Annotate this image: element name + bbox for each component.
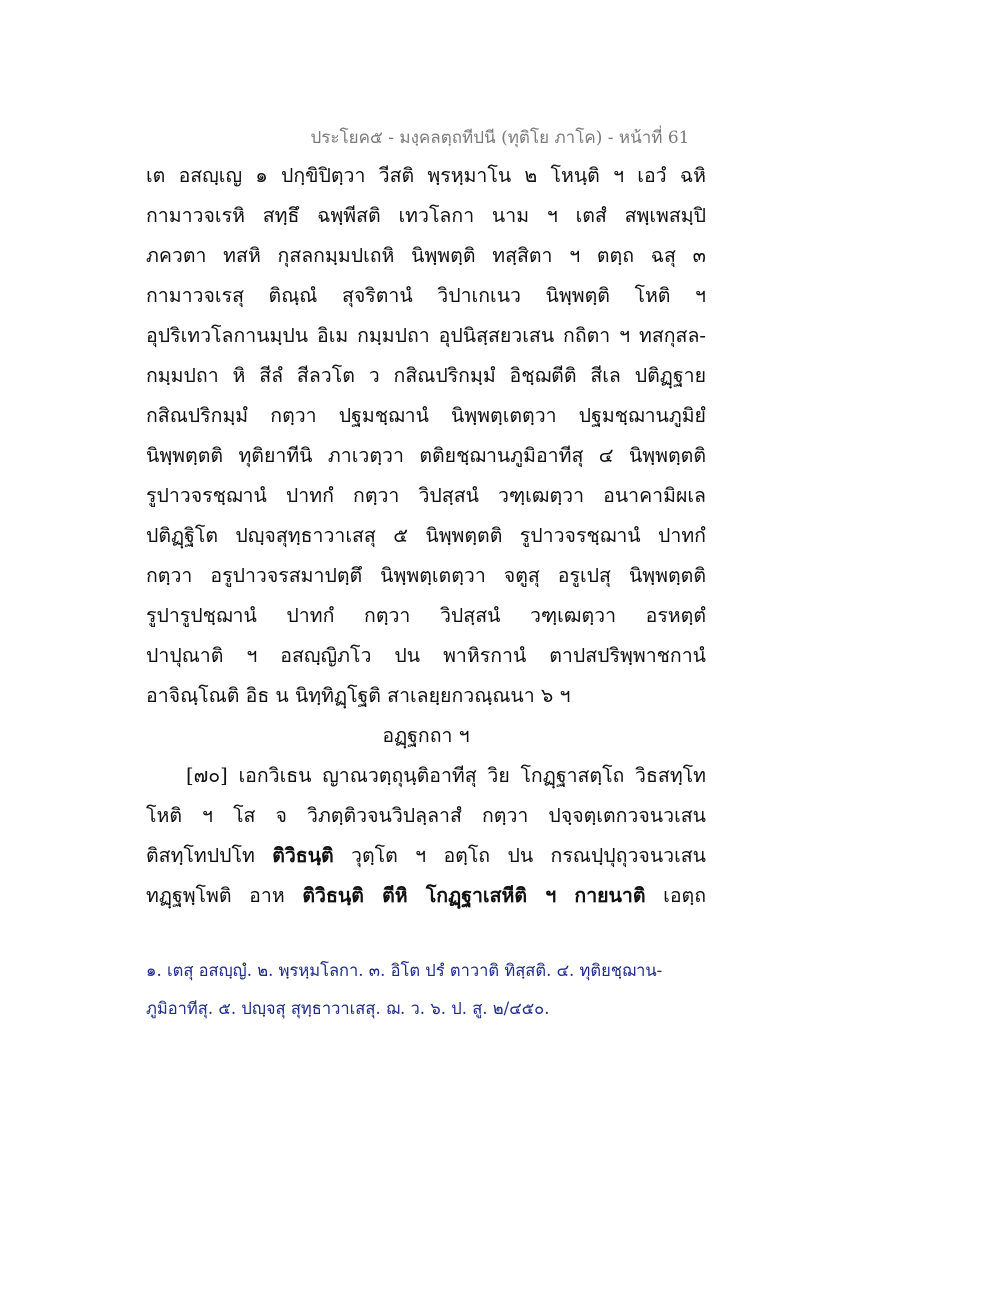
footnote-line: ๑. เตสุ อสญฺญํ. ๒. พฺรหฺมโลกา. ๓. อิโต ปรํ ตาวาติ ทิสฺสติ. ๔. ทุติยชฺฌาน- <box>146 961 663 980</box>
main-text <box>146 158 706 918</box>
footnote-line: ภูมิอาทีสุ. ๕. ปญฺจสุ สุทฺธาวาเสสุ. ฌ. ว. ๖. ป. สู. ๒/๔๕๐. <box>146 999 550 1018</box>
text-line: ภควตา ทสหิ กุสลกมฺมปเถหิ นิพฺพตฺติ ทสฺสิตา ฯ ตตฺถ ฉสุ ๓ <box>146 244 706 267</box>
text-line: กตฺวา อรูปาวจรสมาปตฺตึ นิพฺพตฺเตตฺวา จตูสุ อรูเปสุ นิพฺพตฺตติ <box>146 564 706 587</box>
text-line: รูปาวจรชฺฌานํ ปาทกํ กตฺวา วิปสฺสนํ วฑฺเฒตฺวา อนาคามิผเล <box>146 484 706 507</box>
text-line: กสิณปริกมฺมํ กตฺวา ปฐมชฺฌานํ นิพฺพตฺเตตฺวา ปฐมชฺฌานภูมิยํ <box>146 404 706 427</box>
text-line: อาจิณฺโณติ อิธ น นิทฺทิฏฺโฐติ สาเลยฺยกวณฺณนา ๖ ฯ <box>146 684 571 707</box>
footnotes <box>146 952 706 1028</box>
paragraph-line: โหติ ฯ โส จ วิภตฺติวจนวิปลฺลาสํ กตฺวา ปจฺจตฺเตกวจนวเสน <box>146 804 706 827</box>
text-span: ติสทฺโทปปโท <box>146 844 273 867</box>
text-line: นิพฺพตฺตติ ทุติยาทีนิ ภาเวตฺวา ตติยชฺฌานภูมิอาทีสุ ๔ นิพฺพตฺตติ <box>146 444 706 467</box>
paragraph-line: [๗๐] เอกวิเธน ญาณวตฺถุนฺติอาทีสุ วิย โกฏฺฐาสตฺโถ วิธสทฺโท <box>186 764 706 787</box>
text-line: กามาวจเรสุ ติณฺณํ สุจริตานํ วิปาเกเนว นิพฺพตฺติ โหติ ฯ <box>146 284 706 307</box>
text-line: กมฺมปถา หิ สีลํ สีลวโต ว กสิณปริกมฺมํ อิชฺฌตีติ สีเล ปติฏฺฐาย <box>146 364 706 387</box>
text-line: เต อสญฺเญ ๑ ปกฺขิปิตฺวา วีสติ พฺรหฺมาโน ๒ โหนฺติ ฯ เอวํ ฉหิ <box>146 164 706 187</box>
text-span: ทฏฺฐพฺโพติ อาห <box>146 884 303 907</box>
text-line: กามาวจเรหิ สทฺธึ ฉพฺพีสติ เทวโลกา นาม ฯ เตสํ สพฺเพสมฺปิ <box>146 204 706 227</box>
text-span: เอตฺถ <box>645 884 706 907</box>
text-line: ปาปุณาติ ฯ อสญฺญิภโว ปน พาหิรกานํ ตาปสปริพฺพาชกานํ <box>146 644 706 667</box>
running-head-text: ประโยค๕ - มงฺคลตฺถทีปนี (ทุติโย ภาโค) - หน้าที่ 61 <box>310 128 690 148</box>
paragraph-line <box>146 878 706 918</box>
text-line: ปติฏฺฐิโต ปญฺจสุทฺธาวาเสสุ ๕ นิพฺพตฺตติ รูปาวจรชฺฌานํ ปาทกํ <box>146 524 706 547</box>
text-span: วุตฺโต ฯ อตฺโถ ปน กรณปฺปุถุวจนวเสน <box>333 844 707 867</box>
text-line: รูปารูปชฺฌานํ ปาทกํ กตฺวา วิปสฺสนํ วฑฺเฒตฺวา อรหตฺตํ <box>146 604 706 627</box>
paragraph-line <box>146 838 706 878</box>
bold-term: ติวิธนฺติ ตีหิ โกฏฺฐาเสหีติ ฯ กายนาติ <box>302 884 646 907</box>
bold-term: ติวิธนฺติ <box>272 844 334 867</box>
section-subheading: อฏฺฐกถา ฯ <box>382 724 470 747</box>
running-head <box>0 124 1000 151</box>
text-line: อุปริเทวโลกานมฺปน อิเม กมฺมปถา อุปนิสฺสยวเสน กถิตา ฯ ทสกุสล- <box>146 324 706 347</box>
